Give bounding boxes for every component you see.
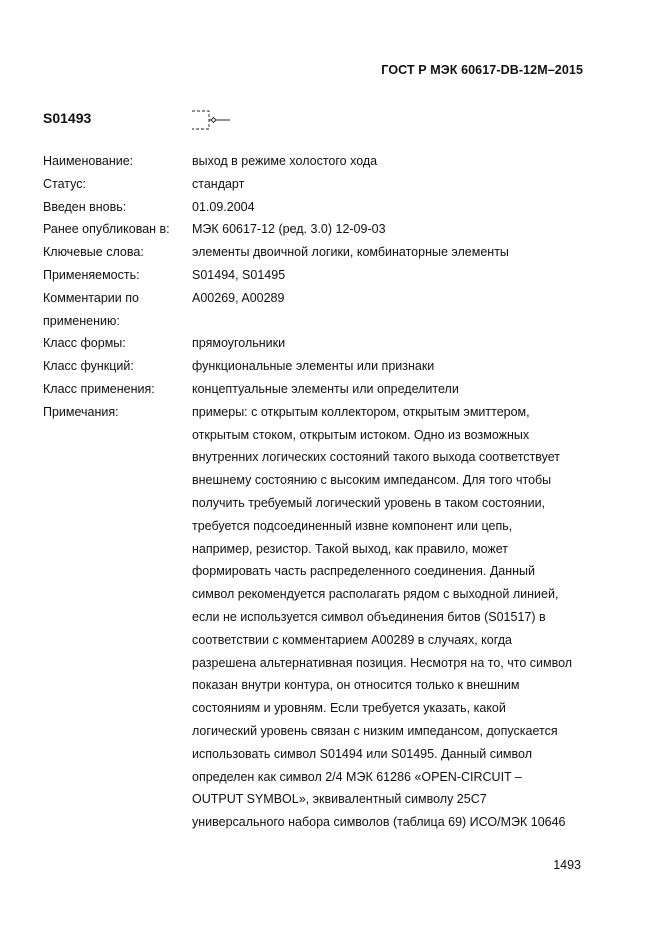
field-label: Применяемость: bbox=[43, 267, 140, 282]
field-value: концептуальные элементы или определители bbox=[192, 381, 459, 396]
symbol-code: S01493 bbox=[43, 110, 92, 126]
notes-line: OUTPUT SYMBOL», эквивалентный символу 25C7 bbox=[192, 792, 487, 807]
notes-line: открытым стоком, открытым истоком. Одно из возможных bbox=[192, 427, 530, 442]
open-circuit-output-symbol-icon bbox=[192, 108, 232, 132]
field-label: Класс формы: bbox=[43, 336, 126, 351]
notes-line: требуется подсоединенный извне компонент или цепь, bbox=[192, 518, 513, 533]
notes-line: например, резистор. Такой выход, как правило, может bbox=[192, 541, 509, 556]
notes-line: универсального набора символов (таблица 69) ИСО/МЭК 10646 bbox=[192, 815, 566, 830]
notes-line: примеры: с открытым коллектором, открытым эмиттером, bbox=[192, 404, 530, 419]
field-row-application-class bbox=[43, 378, 623, 401]
notes-label: Примечания: bbox=[43, 404, 119, 419]
field-value: 01.09.2004 bbox=[192, 199, 255, 214]
document-header: ГОСТ Р МЭК 60617-DB-12M–2015 bbox=[381, 63, 583, 77]
field-value: S01494, S01495 bbox=[192, 267, 286, 282]
notes-line: формировать часть распределенного соединения. Данный bbox=[192, 564, 536, 579]
field-label: Класс функций: bbox=[43, 359, 134, 374]
field-label: Наименование: bbox=[43, 154, 134, 168]
field-row-keywords bbox=[43, 241, 623, 264]
notes-line: показан внутри контура, он относится только к внешним bbox=[192, 678, 520, 693]
notes-line: определен как символ 2/4 МЭК 61286 «OPEN-CIRCUIT – bbox=[192, 769, 522, 784]
field-label: Класс применения: bbox=[43, 381, 155, 396]
field-row-introduced bbox=[43, 196, 623, 219]
field-value: прямоугольники bbox=[192, 336, 286, 351]
notes-line: если не используется символ объединения битов (S01517) в bbox=[192, 609, 546, 624]
field-label: Ключевые слова: bbox=[43, 245, 144, 260]
notes-line: соответствии с комментарием A00289 в случаях, когда bbox=[192, 632, 512, 647]
field-row-application-comments bbox=[43, 287, 623, 333]
field-value: A00269, A00289 bbox=[192, 290, 285, 305]
field-label: Статус: bbox=[43, 176, 86, 191]
field-row-function-class bbox=[43, 355, 623, 378]
notes-line: внутренних логических состояний такого выхода соответствует bbox=[192, 450, 561, 465]
notes-line: разрешена альтернативная позиция. Несмотря на то, что символ bbox=[192, 655, 573, 670]
field-value: функциональные элементы или признаки bbox=[192, 359, 435, 374]
field-row-shape-class bbox=[43, 332, 623, 355]
field-row-applicability bbox=[43, 264, 623, 287]
field-row-name bbox=[43, 150, 623, 173]
notes-line: получить требуемый логический уровень в таком состоянии, bbox=[192, 495, 546, 510]
notes-text bbox=[192, 401, 612, 834]
field-value: МЭК 60617-12 (ред. 3.0) 12-09-03 bbox=[192, 222, 386, 237]
page-number: 1493 bbox=[553, 858, 581, 872]
field-label: Ранее опубликован в: bbox=[43, 222, 170, 237]
field-label: Введен вновь: bbox=[43, 199, 127, 214]
notes-line: использовать символ S01494 или S01495. Данный символ bbox=[192, 746, 532, 761]
field-row-published bbox=[43, 218, 623, 241]
field-value: выход в режиме холостого хода bbox=[192, 154, 378, 168]
field-row-status bbox=[43, 173, 623, 196]
field-label: Комментарии по применению: bbox=[43, 290, 139, 328]
field-value: стандарт bbox=[192, 176, 245, 191]
entry-fields bbox=[43, 150, 623, 834]
notes-line: символ рекомендуется располагать рядом с выходной линией, bbox=[192, 587, 559, 602]
field-row-notes bbox=[43, 401, 623, 834]
notes-line: состояниям и уровням. Если требуется указать, какой bbox=[192, 701, 506, 716]
field-value: элементы двоичной логики, комбинаторные элементы bbox=[192, 245, 509, 260]
notes-line: внешнему состоянию с высоким импедансом. Для того чтобы bbox=[192, 473, 552, 488]
notes-line: логический уровень связан с низким импедансом, допускается bbox=[192, 723, 558, 738]
